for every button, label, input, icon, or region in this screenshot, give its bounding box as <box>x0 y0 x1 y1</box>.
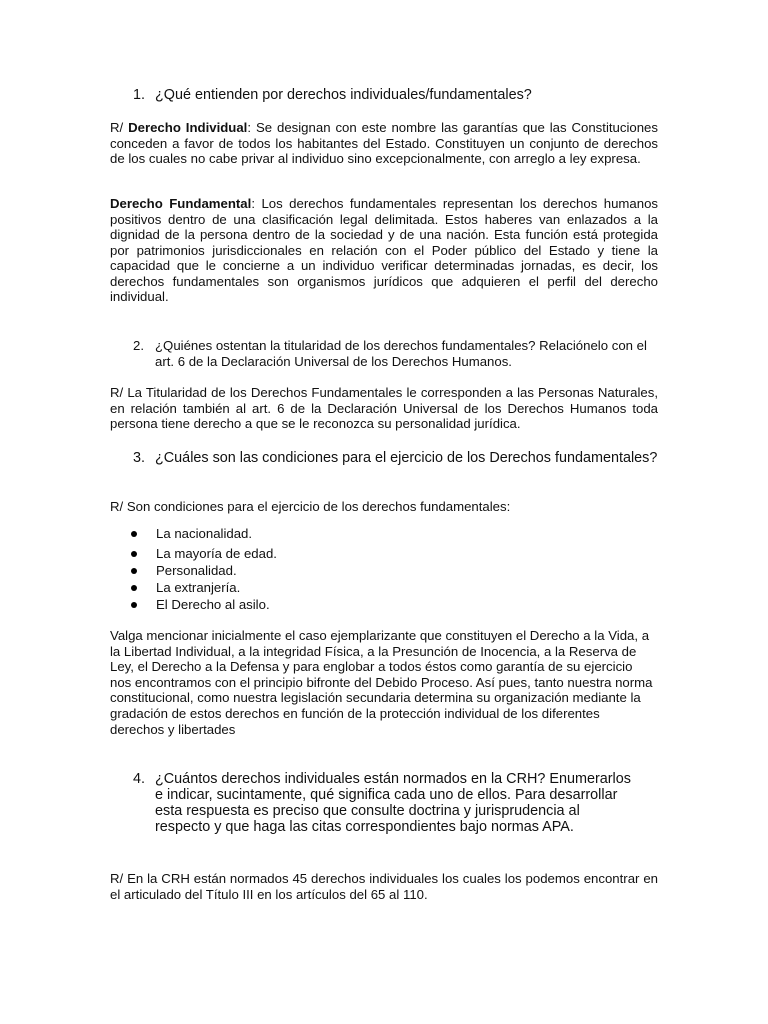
list-item: Personalidad. <box>156 563 237 578</box>
question-3-text: ¿Cuáles son las condiciones para el ejercicio de los Derechos fundamentales? <box>155 450 658 466</box>
answer-1-individual <box>110 120 658 167</box>
conditions-list <box>130 525 530 613</box>
term-derecho-individual: Derecho Individual <box>128 120 248 135</box>
answer-3-intro: R/ Son condiciones para el ejercicio de los derechos fundamentales: <box>110 499 511 514</box>
answer-1-individual-text: : Se designan con este nombre las garantías que las Constituciones conceden a favor de todos los habitantes del Estado. Constituyen un conjunto de derechos de los cuales no cabe privar al individuo sino excepcionalmente, con arreglo a ley expresa. <box>110 120 658 166</box>
answer-prefix: R/ <box>110 120 129 135</box>
question-2-text: ¿Quiénes ostentan la titularidad de los derechos fundamentales? Relaciónelo con el art. 6 de la Declaración Universal de los Derechos Humanos. <box>155 338 647 369</box>
question-4-number: 4. <box>133 771 146 787</box>
question-2-number: 2. <box>133 338 144 353</box>
question-1-number: 1. <box>133 87 146 103</box>
answer-4: R/ En la CRH están normados 45 derechos individuales los cuales los podemos encontrar en el articulado del Título III en los artículos del 65 al 110. <box>110 871 658 902</box>
list-item: La nacionalidad. <box>156 526 253 541</box>
list-item: El Derecho al asilo. <box>156 597 270 612</box>
list-item: La extranjería. <box>156 580 241 595</box>
list-item: La mayoría de edad. <box>156 546 277 561</box>
question-3-number: 3. <box>133 450 146 466</box>
answer-1-fundamental <box>110 196 658 305</box>
term-derecho-fundamental: Derecho Fundamental <box>110 196 252 211</box>
answer-1-fundamental-text: : Los derechos fundamentales representan los derechos humanos positivos dentro de una clasificación legal delimitada. Estos haberes van enlazados a la dignidad de la persona dentro de la sociedad y de una nación. Esta función está protegida por patrimonios jurisdiccionales en relación con el Poder público del Estado y tiene la capacidad que le concierne a un individuo verificar determinadas jornadas, es decir, los derechos fundamentales son organismos jurídicos que adquieren el perfil del derecho individual. <box>110 196 659 304</box>
answer-3-closing: Valga mencionar inicialmente el caso ejemplarizante que constituyen el Derecho a la Vida, a la Libertad Individual, a la integridad Física, a la Presunción de Inocencia, a la Reserva de Ley, el Derecho a la Defensa y para englobar a todos éstos como garantía de su ejercicio nos encontramos con el principio bifronte del Debido Proceso. Así pues, tanto nuestra norma constitucional, como nuestra legislación secundaria determina su organización mediante la gradación de estos derechos en función de la protección individual de los diferentes derechos y libertades <box>110 628 653 737</box>
answer-2: R/ La Titularidad de los Derechos Fundamentales le corresponden a las Personas Naturales, en relación también al art. 6 de la Declaración Universal de los Derechos Humanos toda persona tiene derecho a que se le reconozca su personalidad jurídica. <box>110 385 658 431</box>
question-1-text: ¿Qué entienden por derechos individuales/fundamentales? <box>155 87 532 103</box>
question-4-text: ¿Cuántos derechos individuales están normados en la CRH? Enumerarlos e indicar, sucintamente, qué significa cada uno de ellos. Para desarrollar esta respuesta es preciso que consulte doctrina y jurisprudencia al respecto y que haga las citas correspondientes bajo normas APA. <box>155 771 631 835</box>
